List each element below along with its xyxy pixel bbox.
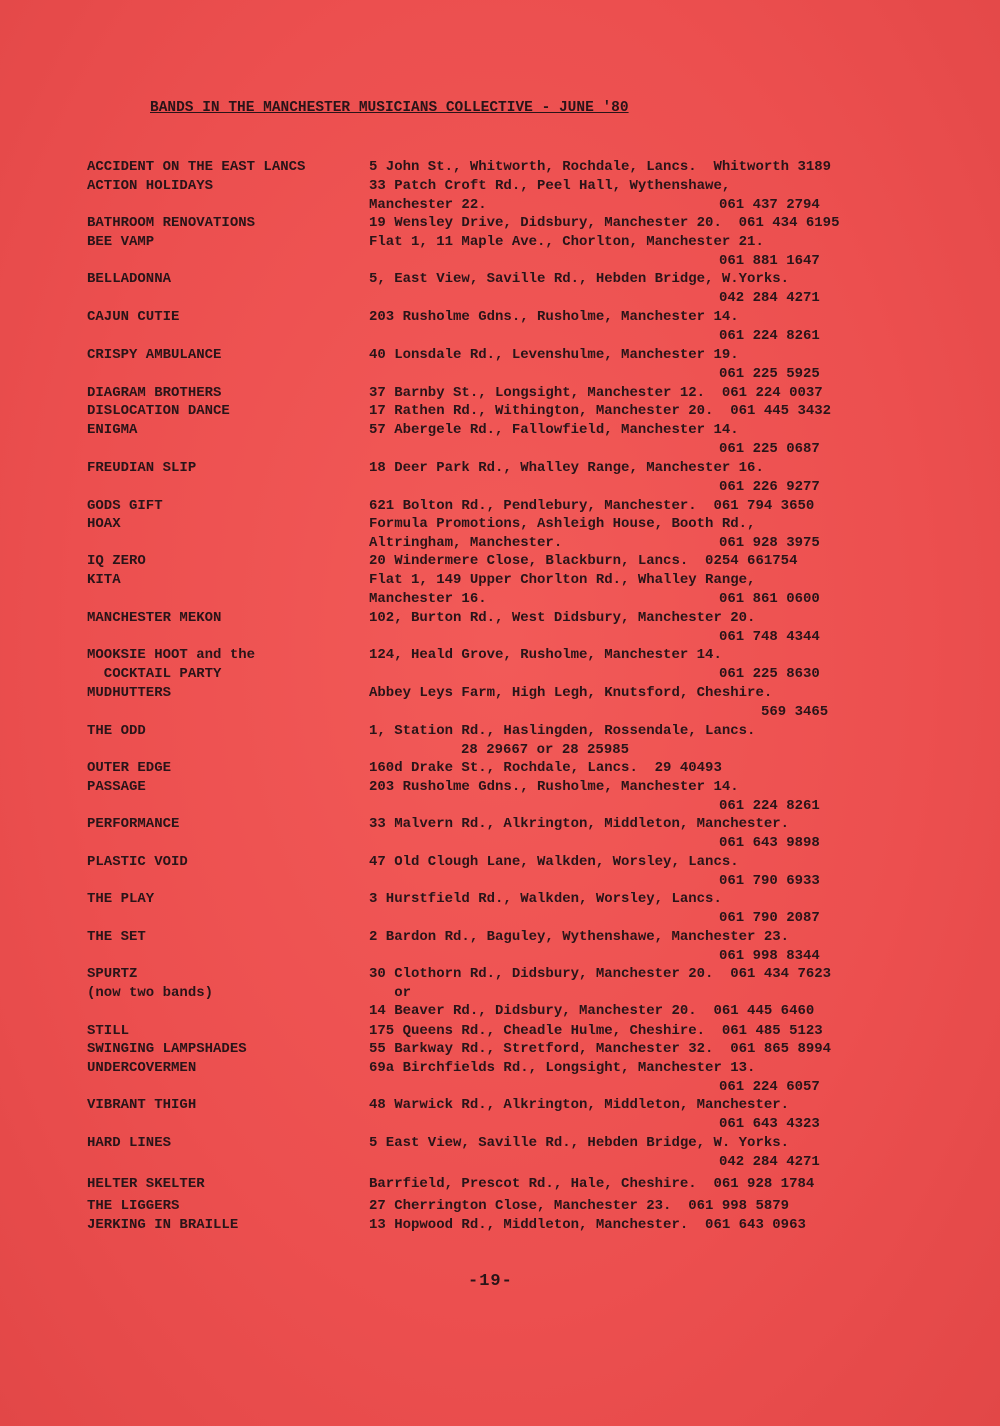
- band-name: [87, 233, 154, 252]
- phone-number: 061 226 9277: [719, 478, 820, 495]
- band-name-line: THE ODD: [87, 723, 146, 739]
- address-line: [369, 421, 739, 440]
- band-address: [369, 346, 820, 383]
- band-name: [87, 515, 121, 534]
- address-line: [369, 1153, 820, 1172]
- phone-number: 061 437 2794: [719, 196, 820, 213]
- address-line: [369, 1197, 789, 1216]
- address-line: [369, 815, 789, 834]
- band-address: [369, 459, 820, 496]
- band-name: [87, 346, 221, 365]
- phone-number: 061 643 4323: [719, 1115, 820, 1132]
- band-name: [87, 1197, 179, 1216]
- band-name: [87, 571, 121, 590]
- band-name: [87, 308, 179, 327]
- phone-number: 042 284 4271: [719, 289, 820, 306]
- address-line: [369, 778, 739, 797]
- band-name-line: DISLOCATION DANCE: [87, 403, 230, 419]
- address-line: [369, 1134, 789, 1153]
- band-name-line: HOAX: [87, 516, 121, 532]
- band-name-line: OUTER EDGE: [87, 760, 172, 776]
- band-address: [369, 158, 831, 177]
- address-text: 124, Heald Grove, Rusholme, Manchester 14.: [369, 647, 722, 663]
- band-address: [369, 308, 820, 345]
- address-line: [369, 1115, 820, 1134]
- phone-number: 061 224 8261: [719, 327, 820, 344]
- address-text: 69a Birchfields Rd., Longsight, Manchester 13.: [369, 1060, 756, 1076]
- band-address: [369, 853, 820, 890]
- address-line: [369, 497, 814, 516]
- band-name-line: PLASTIC VOID: [87, 854, 188, 870]
- band-address: [369, 497, 814, 516]
- address-line: [369, 1040, 831, 1059]
- address-line: [369, 834, 820, 853]
- address-line: [369, 1022, 823, 1041]
- address-line: [369, 478, 820, 497]
- band-name-line: HELTER SKELTER: [87, 1176, 205, 1192]
- address-text: Manchester 16.: [369, 590, 487, 607]
- band-name-line: COCKTAIL PARTY: [87, 665, 222, 682]
- phone-number: 061 225 5925: [719, 365, 820, 382]
- address-text: 1, Station Rd., Haslingden, Rossendale, Lancs.: [369, 723, 756, 739]
- phone-number: 061 225 0687: [719, 440, 820, 457]
- address-line: [369, 158, 831, 177]
- address-line: [369, 308, 739, 327]
- band-name-line: BELLADONNA: [87, 271, 172, 287]
- band-name: [87, 1216, 238, 1235]
- address-text: 40 Lonsdale Rd., Levenshulme, Manchester 19.: [369, 347, 739, 363]
- band-name: [87, 497, 163, 516]
- address-line: [369, 270, 789, 289]
- address-text: 203 Rusholme Gdns., Rusholme, Manchester 14.: [369, 309, 739, 325]
- band-address: [369, 1197, 789, 1216]
- band-address: [369, 778, 820, 815]
- band-name-line: ENIGMA: [87, 422, 138, 438]
- band-name-line: JERKING IN BRAILLE: [87, 1217, 239, 1233]
- band-name-line: CAJUN CUTIE: [87, 309, 180, 325]
- band-address: [369, 722, 755, 759]
- phone-number: 061 998 8344: [719, 947, 820, 964]
- address-text: Flat 1, 149 Upper Chorlton Rd., Whalley Range,: [369, 572, 756, 588]
- address-line: [369, 440, 820, 459]
- band-name: [87, 759, 171, 778]
- phone-number: 061 790 6933: [719, 872, 820, 889]
- band-name-line: IQ ZERO: [87, 553, 146, 569]
- address-line: [369, 552, 797, 571]
- band-name-line: SPURTZ: [87, 966, 138, 982]
- band-address: [369, 1059, 820, 1096]
- address-text: 33 Patch Croft Rd., Peel Hall, Wythenshawe,: [369, 178, 731, 194]
- address-line: [369, 534, 820, 553]
- page-number: -19-: [468, 1272, 513, 1291]
- address-line: [369, 1096, 789, 1115]
- address-text: 19 Wensley Drive, Didsbury, Manchester 20. 061 434 6195: [369, 215, 840, 231]
- address-line: [369, 196, 820, 215]
- band-address: [369, 1216, 806, 1235]
- band-name-line: BEE VAMP: [87, 234, 155, 250]
- address-line: [369, 628, 820, 647]
- band-name: [87, 1059, 196, 1078]
- band-name-line: PERFORMANCE: [87, 816, 180, 832]
- phone-number: 28 29667 or 28 25985: [461, 741, 630, 758]
- band-name-line: UNDERCOVERMEN: [87, 1060, 197, 1076]
- band-name: [87, 214, 255, 233]
- address-line: [369, 365, 820, 384]
- band-name: [87, 684, 171, 703]
- band-name: [87, 1022, 129, 1041]
- band-name: [87, 890, 154, 909]
- band-address: [369, 759, 722, 778]
- address-line: [369, 177, 730, 196]
- address-line: [369, 327, 820, 346]
- phone-number: 061 643 9898: [719, 834, 820, 851]
- address-text: 175 Queens Rd., Cheadle Hulme, Cheshire. 061 485 5123: [369, 1023, 823, 1039]
- band-address: [369, 515, 820, 552]
- band-name-line: FREUDIAN SLIP: [87, 460, 197, 476]
- band-name: [87, 778, 146, 797]
- address-text: 2 Bardon Rd., Baguley, Wythenshawe, Manchester 23.: [369, 929, 790, 945]
- band-name: [87, 1040, 247, 1059]
- phone-number: 042 284 4271: [719, 1153, 820, 1170]
- band-name-line: GODS GIFT: [87, 498, 163, 514]
- address-line: [369, 384, 823, 403]
- address-line: [369, 459, 764, 478]
- band-name: [87, 270, 171, 289]
- band-name: [87, 609, 221, 628]
- phone-number: 061 225 8630: [719, 665, 820, 682]
- address-line: [369, 402, 831, 421]
- address-line: [369, 947, 820, 966]
- band-name-line: ACCIDENT ON THE EAST LANCS: [87, 159, 306, 175]
- address-line: [369, 1216, 806, 1235]
- band-name: [87, 421, 137, 440]
- address-line: [369, 684, 772, 703]
- address-text: 203 Rusholme Gdns., Rusholme, Manchester 14.: [369, 779, 739, 795]
- band-address: [369, 646, 820, 683]
- address-text: 5, East View, Saville Rd., Hebden Bridge, W.Yorks.: [369, 271, 790, 287]
- address-line: [369, 965, 831, 984]
- address-line: [369, 909, 820, 928]
- band-name: [87, 815, 179, 834]
- band-name: [87, 965, 213, 1002]
- band-name: [87, 1134, 171, 1153]
- address-line: [369, 928, 789, 947]
- band-name-line: ACTION HOLIDAYS: [87, 178, 214, 194]
- band-name-line: SWINGING LAMPSHADES: [87, 1041, 247, 1057]
- band-address: [369, 1040, 831, 1059]
- address-text: 102, Burton Rd., West Didsbury, Manchester 20.: [369, 610, 756, 626]
- address-line: [369, 646, 722, 665]
- address-text: or: [369, 984, 412, 1001]
- address-line: [369, 872, 820, 891]
- address-text: 33 Malvern Rd., Alkrington, Middleton, Manchester.: [369, 816, 790, 832]
- band-address: [369, 928, 820, 965]
- address-line: [369, 703, 829, 722]
- address-text: Altringham, Manchester.: [369, 534, 563, 551]
- phone-number: 061 224 6057: [719, 1078, 820, 1095]
- address-line: [369, 252, 820, 271]
- band-name-line: VIBRANT THIGH: [87, 1097, 197, 1113]
- band-address: [369, 890, 820, 927]
- band-name-line: MOOKSIE HOOT and the: [87, 647, 256, 663]
- address-text: 47 Old Clough Lane, Walkden, Worsley, Lancs.: [369, 854, 739, 870]
- band-name-line: THE PLAY: [87, 891, 155, 907]
- address-line: [369, 853, 739, 872]
- address-text: 5 East View, Saville Rd., Hebden Bridge, W. Yorks.: [369, 1135, 790, 1151]
- phone-number: 061 861 0600: [719, 590, 820, 607]
- band-address: [369, 402, 831, 421]
- band-address: [369, 233, 820, 270]
- address-line: [369, 984, 831, 1003]
- band-address: [369, 177, 820, 214]
- band-name-line: CRISPY AMBULANCE: [87, 347, 222, 363]
- address-text: 5 John St., Whitworth, Rochdale, Lancs. Whitworth 3189: [369, 159, 832, 175]
- band-name-line: KITA: [87, 572, 121, 588]
- band-name-line: MUDHUTTERS: [87, 685, 172, 701]
- address-text: Manchester 22.: [369, 196, 487, 213]
- address-line: [369, 722, 755, 741]
- phone-number: 061 790 2087: [719, 909, 820, 926]
- address-line: [369, 590, 820, 609]
- band-name: [87, 552, 146, 571]
- address-line: [369, 797, 820, 816]
- address-line: [369, 1059, 755, 1078]
- band-name: [87, 402, 230, 421]
- band-address: [369, 1175, 814, 1194]
- band-address: [369, 421, 820, 458]
- band-name: [87, 1096, 196, 1115]
- band-address: [369, 1096, 820, 1133]
- band-address: [369, 815, 820, 852]
- band-name: [87, 177, 213, 196]
- address-text: 17 Rathen Rd., Withington, Manchester 20. 061 445 3432: [369, 403, 832, 419]
- address-text: Barrfield, Prescot Rd., Hale, Cheshire. 061 928 1784: [369, 1176, 815, 1192]
- band-name-line: HARD LINES: [87, 1135, 172, 1151]
- address-line: [369, 1175, 814, 1194]
- address-line: [369, 1002, 831, 1021]
- address-text: 3 Hurstfield Rd., Walkden, Worsley, Lancs.: [369, 891, 722, 907]
- band-name-line: BATHROOM RENOVATIONS: [87, 215, 256, 231]
- phone-number: 061 748 4344: [719, 628, 820, 645]
- band-address: [369, 571, 820, 608]
- address-line: [369, 571, 755, 590]
- address-line: [369, 1078, 820, 1097]
- band-name-line: DIAGRAM BROTHERS: [87, 385, 222, 401]
- address-text: 20 Windermere Close, Blackburn, Lancs. 0254 661754: [369, 553, 798, 569]
- band-name: [87, 928, 146, 947]
- address-line: [369, 289, 820, 308]
- address-line: [369, 515, 755, 534]
- band-name: [87, 1175, 205, 1194]
- phone-number: 061 928 3975: [719, 534, 820, 551]
- band-address: [369, 384, 823, 403]
- address-text: 30 Clothorn Rd., Didsbury, Manchester 20. 061 434 7623: [369, 966, 832, 982]
- page-title: BANDS IN THE MANCHESTER MUSICIANS COLLECTIVE - JUNE '80: [150, 100, 629, 116]
- phone-number: 061 881 1647: [719, 252, 820, 269]
- address-line: [369, 214, 839, 233]
- address-text: Abbey Leys Farm, High Legh, Knutsford, Cheshire.: [369, 685, 773, 701]
- phone-number: 569 3465: [761, 703, 829, 720]
- band-name: [87, 158, 305, 177]
- band-name: [87, 384, 221, 403]
- address-line: [369, 665, 820, 684]
- address-text: 621 Bolton Rd., Pendlebury, Manchester. 061 794 3650: [369, 498, 815, 514]
- band-name-line: MANCHESTER MEKON: [87, 610, 222, 626]
- band-address: [369, 552, 797, 571]
- address-text: 14 Beaver Rd., Didsbury, Manchester 20. 061 445 6460: [369, 1003, 815, 1020]
- band-name: [87, 646, 255, 683]
- address-text: Formula Promotions, Ashleigh House, Booth Rd.,: [369, 516, 756, 532]
- address-line: [369, 759, 722, 778]
- band-address: [369, 609, 820, 646]
- band-address: [369, 1022, 823, 1041]
- band-address: [369, 684, 829, 721]
- phone-number: 061 224 8261: [719, 797, 820, 814]
- band-address: [369, 214, 839, 233]
- address-text: 160d Drake St., Rochdale, Lancs. 29 40493: [369, 760, 722, 776]
- band-name-line: STILL: [87, 1023, 130, 1039]
- address-text: 48 Warwick Rd., Alkrington, Middleton, Manchester.: [369, 1097, 790, 1113]
- band-address: [369, 965, 831, 1021]
- address-line: [369, 741, 755, 760]
- band-name-line: (now two bands): [87, 984, 214, 1001]
- band-name: [87, 722, 146, 741]
- address-text: 57 Abergele Rd., Fallowfield, Manchester 14.: [369, 422, 739, 438]
- band-name: [87, 459, 196, 478]
- address-text: 18 Deer Park Rd., Whalley Range, Manchester 16.: [369, 460, 764, 476]
- address-text: Flat 1, 11 Maple Ave., Chorlton, Manchester 21.: [369, 234, 764, 250]
- address-text: 55 Barkway Rd., Stretford, Manchester 32. 061 865 8994: [369, 1041, 832, 1057]
- address-line: [369, 346, 739, 365]
- band-name: [87, 853, 188, 872]
- band-name-line: THE SET: [87, 929, 146, 945]
- band-address: [369, 270, 820, 307]
- address-text: 37 Barnby St., Longsight, Manchester 12. 061 224 0037: [369, 385, 823, 401]
- band-name-line: PASSAGE: [87, 779, 146, 795]
- address-line: [369, 890, 722, 909]
- band-address: [369, 1134, 820, 1171]
- address-line: [369, 609, 755, 628]
- address-line: [369, 233, 764, 252]
- address-text: 13 Hopwood Rd., Middleton, Manchester. 061 643 0963: [369, 1217, 806, 1233]
- band-name-line: THE LIGGERS: [87, 1198, 180, 1214]
- address-text: 27 Cherrington Close, Manchester 23. 061 998 5879: [369, 1198, 790, 1214]
